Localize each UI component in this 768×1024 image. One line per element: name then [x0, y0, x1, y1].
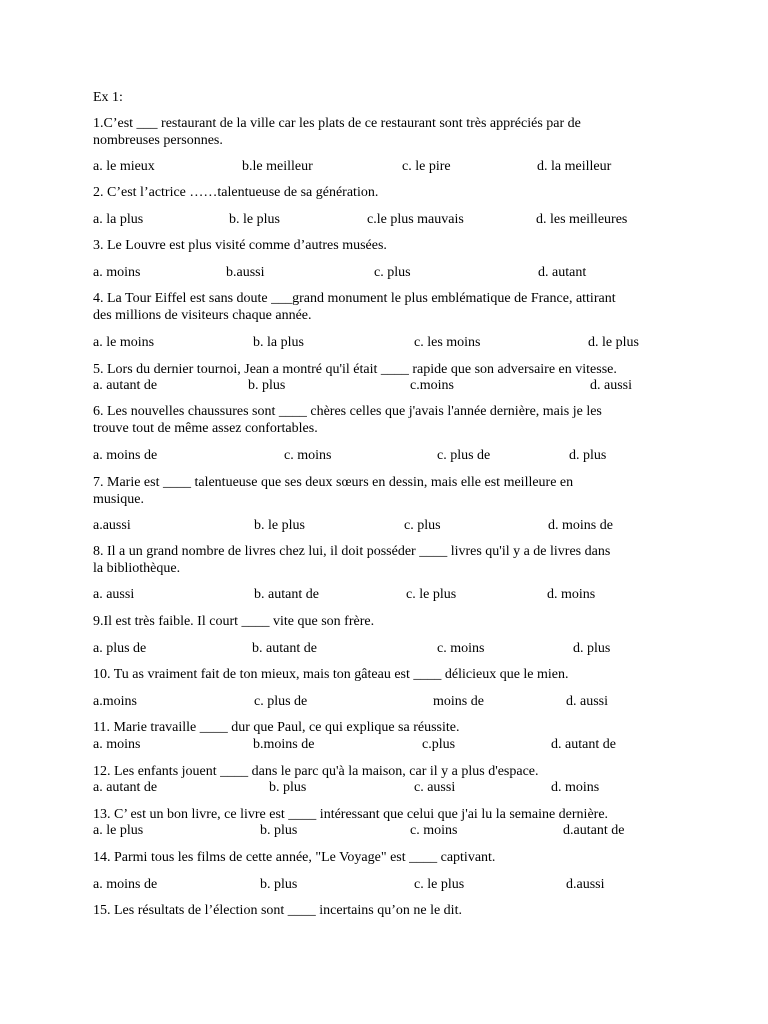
question-14-option-c: c. le plus — [414, 877, 465, 892]
question-3-option-b: b.aussi — [226, 265, 265, 280]
question-9-text-line-1: 9.Il est très faible. Il court ____ vite que son frère. — [93, 614, 375, 629]
question-4-option-b: b. la plus — [253, 335, 304, 350]
question-7-option-c: c. plus — [404, 518, 441, 533]
question-3-option-d: d. autant — [538, 265, 587, 280]
question-11-option-a: a. moins — [93, 737, 141, 752]
question-9-option-c: c. moins — [437, 641, 485, 656]
question-14-option-d: d.aussi — [566, 877, 605, 892]
question-4-text-line-2: des millions de visiteurs chaque année. — [93, 308, 312, 323]
question-2-option-b: b. le plus — [229, 212, 280, 227]
question-1-option-d: d. la meilleur — [537, 159, 612, 174]
question-2-option-d: d. les meilleures — [536, 212, 628, 227]
question-9-option-d: d. plus — [573, 641, 611, 656]
question-14-option-a: a. moins de — [93, 877, 158, 892]
question-2-option-a: a. la plus — [93, 212, 144, 227]
question-3-option-a: a. moins — [93, 265, 141, 280]
question-10-option-c: moins de — [433, 694, 484, 709]
question-3-text-line-1: 3. Le Louvre est plus visité comme d’autres musées. — [93, 238, 387, 253]
question-10-option-d: d. aussi — [566, 694, 608, 709]
question-5-option-a: a. autant de — [93, 378, 158, 393]
question-8-text-line-1: 8. Il a un grand nombre de livres chez lui, il doit posséder ____ livres qu'il y a de livres dans — [93, 544, 611, 559]
question-4-option-c: c. les moins — [414, 335, 481, 350]
question-9-option-b: b. autant de — [252, 641, 317, 656]
question-11-option-d: d. autant de — [551, 737, 616, 752]
question-14-option-b: b. plus — [260, 877, 298, 892]
exercise-title: Ex 1: — [93, 90, 123, 105]
question-6-option-b: c. moins — [284, 448, 332, 463]
question-7-option-d: d. moins de — [548, 518, 613, 533]
question-8-option-c: c. le plus — [406, 587, 457, 602]
question-1-option-b: b.le meilleur — [242, 159, 313, 174]
question-12-option-a: a. autant de — [93, 780, 158, 795]
question-8-option-d: d. moins — [547, 587, 596, 602]
question-12-option-c: c. aussi — [414, 780, 456, 795]
question-5-text-line-1: 5. Lors du dernier tournoi, Jean a montré qu'il était ____ rapide que son adversaire en vitesse. — [93, 362, 617, 377]
question-11-option-c: c.plus — [422, 737, 456, 752]
question-5-option-d: d. aussi — [590, 378, 632, 393]
question-8-text-line-2: la bibliothèque. — [93, 561, 181, 576]
question-7-text-line-2: musique. — [93, 492, 144, 507]
question-4-option-d: d. le plus — [588, 335, 639, 350]
question-13-option-c: c. moins — [410, 823, 458, 838]
question-9-option-a: a. plus de — [93, 641, 147, 656]
question-13-text-line-1: 13. C’ est un bon livre, ce livre est ____ intéressant que celui que j'ai lu la semaine dernière. — [93, 807, 609, 822]
question-13-option-b: b. plus — [260, 823, 298, 838]
question-6-text-line-1: 6. Les nouvelles chaussures sont ____ chères celles que j'avais l'année dernière, mais je les — [93, 404, 602, 419]
question-6-option-a: a. moins de — [93, 448, 158, 463]
question-15-text-line-1: 15. Les résultats de l’élection sont ____ incertains qu’on ne le dit. — [93, 903, 462, 918]
question-3-option-c: c. plus — [374, 265, 411, 280]
question-7-option-a: a.aussi — [93, 518, 131, 533]
question-12-option-d: d. moins — [551, 780, 600, 795]
question-5-option-c: c.moins — [410, 378, 454, 393]
question-6-option-c: c. plus de — [437, 448, 491, 463]
question-4-option-a: a. le moins — [93, 335, 155, 350]
question-11-text-line-1: 11. Marie travaille ____ dur que Paul, ce qui explique sa réussite. — [93, 720, 460, 735]
question-2-text-line-1: 2. C’est l’actrice ……talentueuse de sa génération. — [93, 185, 379, 200]
question-5-option-b: b. plus — [248, 378, 286, 393]
question-7-text-line-1: 7. Marie est ____ talentueuse que ses deux sœurs en dessin, mais elle est meilleure en — [93, 475, 574, 490]
question-11-option-b: b.moins de — [253, 737, 315, 752]
question-13-option-a: a. le plus — [93, 823, 144, 838]
question-1-text-line-2: nombreuses personnes. — [93, 133, 223, 148]
question-1-option-a: a. le mieux — [93, 159, 155, 174]
question-14-text-line-1: 14. Parmi tous les films de cette année, "Le Voyage" est ____ captivant. — [93, 850, 496, 865]
question-1-text-line-1: 1.C’est ___ restaurant de la ville car les plats de ce restaurant sont très appréciés par de — [93, 116, 581, 131]
question-12-text-line-1: 12. Les enfants jouent ____ dans le parc qu'à la maison, car il y a plus d'espace. — [93, 764, 539, 779]
question-6-text-line-2: trouve tout de même assez confortables. — [93, 421, 318, 436]
question-1-option-c: c. le pire — [402, 159, 451, 174]
question-10-option-b: c. plus de — [254, 694, 308, 709]
question-8-option-b: b. autant de — [254, 587, 319, 602]
question-4-text-line-1: 4. La Tour Eiffel est sans doute ___grand monument le plus emblématique de France, attirant — [93, 291, 616, 306]
question-10-option-a: a.moins — [93, 694, 137, 709]
question-13-option-d: d.autant de — [563, 823, 625, 838]
question-2-option-c: c.le plus mauvais — [367, 212, 464, 227]
question-6-option-d: d. plus — [569, 448, 607, 463]
question-7-option-b: b. le plus — [254, 518, 305, 533]
question-8-option-a: a. aussi — [93, 587, 135, 602]
question-12-option-b: b. plus — [269, 780, 307, 795]
question-10-text-line-1: 10. Tu as vraiment fait de ton mieux, mais ton gâteau est ____ délicieux que le mien. — [93, 667, 569, 682]
